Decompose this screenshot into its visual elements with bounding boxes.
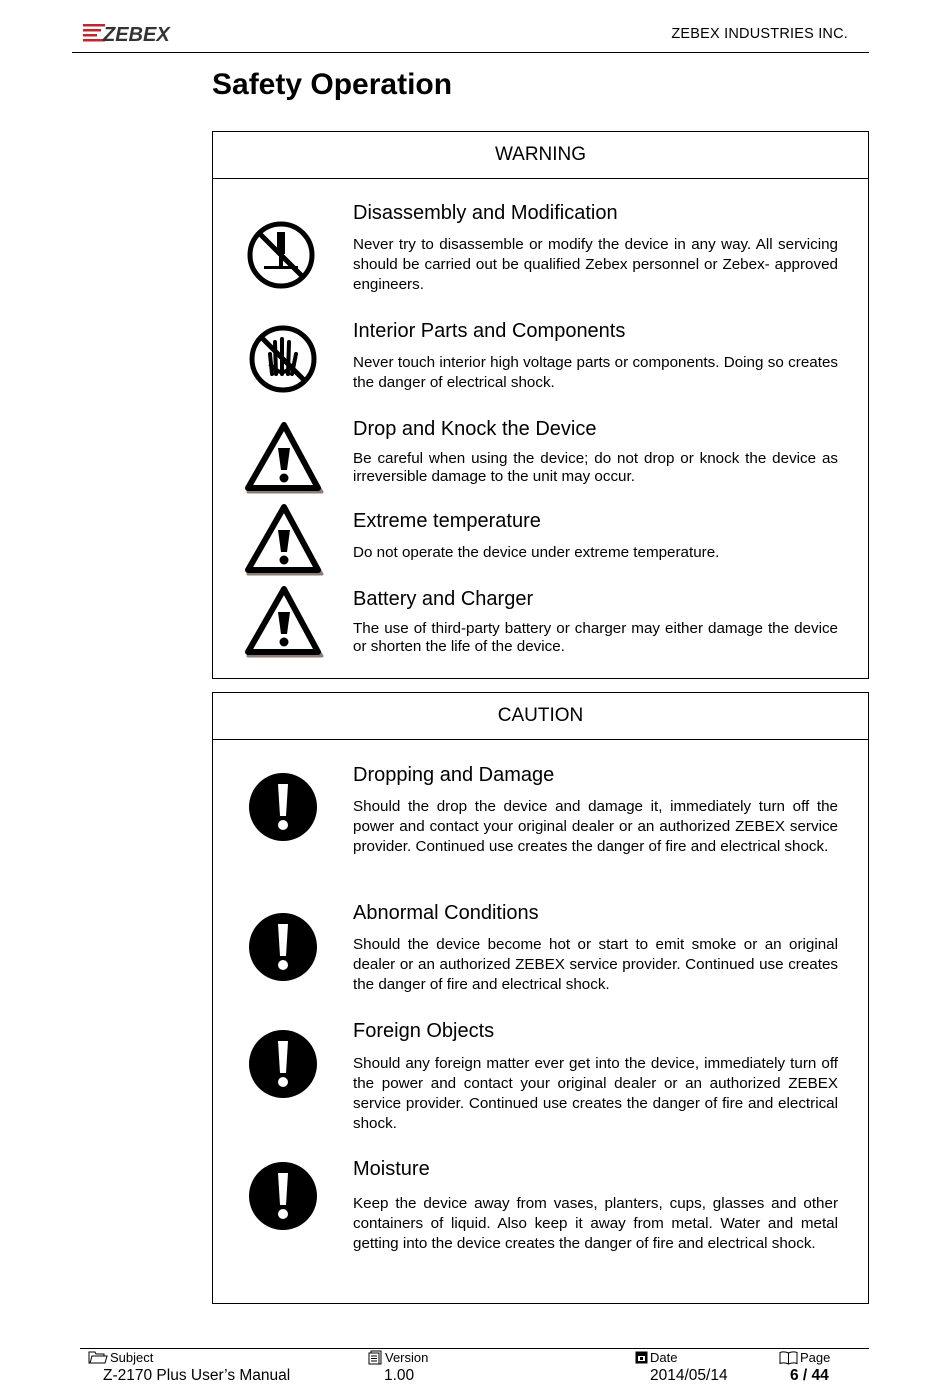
item-text: Do not operate the device under extreme temperature. bbox=[353, 544, 720, 561]
header-divider bbox=[72, 52, 869, 53]
folder-icon bbox=[88, 1351, 108, 1364]
subject-value: Z-2170 Plus User’s Manual bbox=[103, 1367, 291, 1384]
version-label bbox=[368, 1350, 428, 1365]
exclamation-circle-icon bbox=[248, 912, 318, 982]
subject-label bbox=[88, 1350, 153, 1365]
calendar-icon bbox=[635, 1351, 648, 1364]
version-label-text: Version bbox=[385, 1350, 429, 1365]
warning-triangle-icon bbox=[244, 422, 326, 496]
item-title: Foreign Objects bbox=[353, 1020, 495, 1042]
item-title: Battery and Charger bbox=[353, 588, 534, 610]
footer-divider bbox=[80, 1348, 869, 1349]
item-title: Interior Parts and Components bbox=[353, 320, 626, 342]
item-text: Should the device become hot or start to emit smoke or an original dealer or an authorized ZEBEX service provider. Continued use creates the danger of fire and electrical shock. bbox=[353, 936, 838, 993]
warning-heading: WARNING bbox=[213, 132, 868, 179]
page-label-text: Page bbox=[800, 1350, 831, 1365]
item-text: Should any foreign matter ever get into the device, immediately turn off the power and contact your original dealer or an authorized ZEBEX service provider. Continued use creates the danger of fire and electrical shock. bbox=[353, 1055, 838, 1132]
item-title: Disassembly and Modification bbox=[353, 202, 618, 224]
exclamation-circle-icon bbox=[248, 772, 318, 842]
item-text: Keep the device away from vases, planters, cups, glasses and other containers of liquid. Also keep it away from metal. Water and metal getting into the device creates the danger of fire and electrical shock. bbox=[353, 1195, 838, 1252]
caution-box bbox=[212, 692, 869, 1304]
document-icon bbox=[368, 1350, 383, 1365]
book-icon bbox=[779, 1351, 798, 1365]
item-title: Drop and Knock the Device bbox=[353, 418, 597, 440]
page-value: 6 / 44 bbox=[790, 1367, 829, 1384]
item-title: Moisture bbox=[353, 1158, 430, 1180]
page-title: Safety Operation bbox=[212, 68, 453, 101]
date-label-text: Date bbox=[650, 1350, 678, 1365]
exclamation-circle-icon bbox=[248, 1161, 318, 1231]
exclamation-circle-icon bbox=[248, 1029, 318, 1099]
warning-triangle-icon bbox=[244, 504, 326, 578]
warning-box bbox=[212, 131, 869, 679]
item-title: Extreme temperature bbox=[353, 510, 541, 532]
item-title: Abnormal Conditions bbox=[353, 902, 539, 924]
no-disassembly-icon bbox=[246, 220, 316, 290]
svg-text:ZEBEX: ZEBEX bbox=[103, 24, 170, 44]
item-text: Be careful when using the device; do not drop or knock the device as irreversible damage to the unit may occur. bbox=[353, 450, 838, 485]
caution-heading: CAUTION bbox=[213, 693, 868, 740]
date-label bbox=[635, 1350, 677, 1365]
item-text: Never touch interior high voltage parts or components. Doing so creates the danger of electrical shock. bbox=[353, 354, 838, 391]
item-text: The use of third-party battery or charger may either damage the device or shorten the life of the device. bbox=[353, 620, 838, 655]
warning-triangle-icon bbox=[244, 586, 326, 660]
item-text: Never try to disassemble or modify the device in any way. All servicing should be carried out be qualified Zebex personnel or Zebex- approved engineers. bbox=[353, 236, 838, 293]
zebex-logo bbox=[83, 22, 187, 44]
version-value: 1.00 bbox=[384, 1367, 415, 1384]
no-touch-icon bbox=[248, 324, 318, 394]
page-label bbox=[779, 1350, 830, 1365]
item-title: Dropping and Damage bbox=[353, 764, 555, 786]
company-name: ZEBEX INDUSTRIES INC. bbox=[671, 26, 848, 42]
item-text: Should the drop the device and damage it, immediately turn off the power and contact your original dealer or an authorized ZEBEX service provider. Continued use creates the danger of fire and electrical shock. bbox=[353, 798, 838, 855]
subject-label-text: Subject bbox=[110, 1350, 154, 1365]
date-value: 2014/05/14 bbox=[650, 1367, 728, 1384]
